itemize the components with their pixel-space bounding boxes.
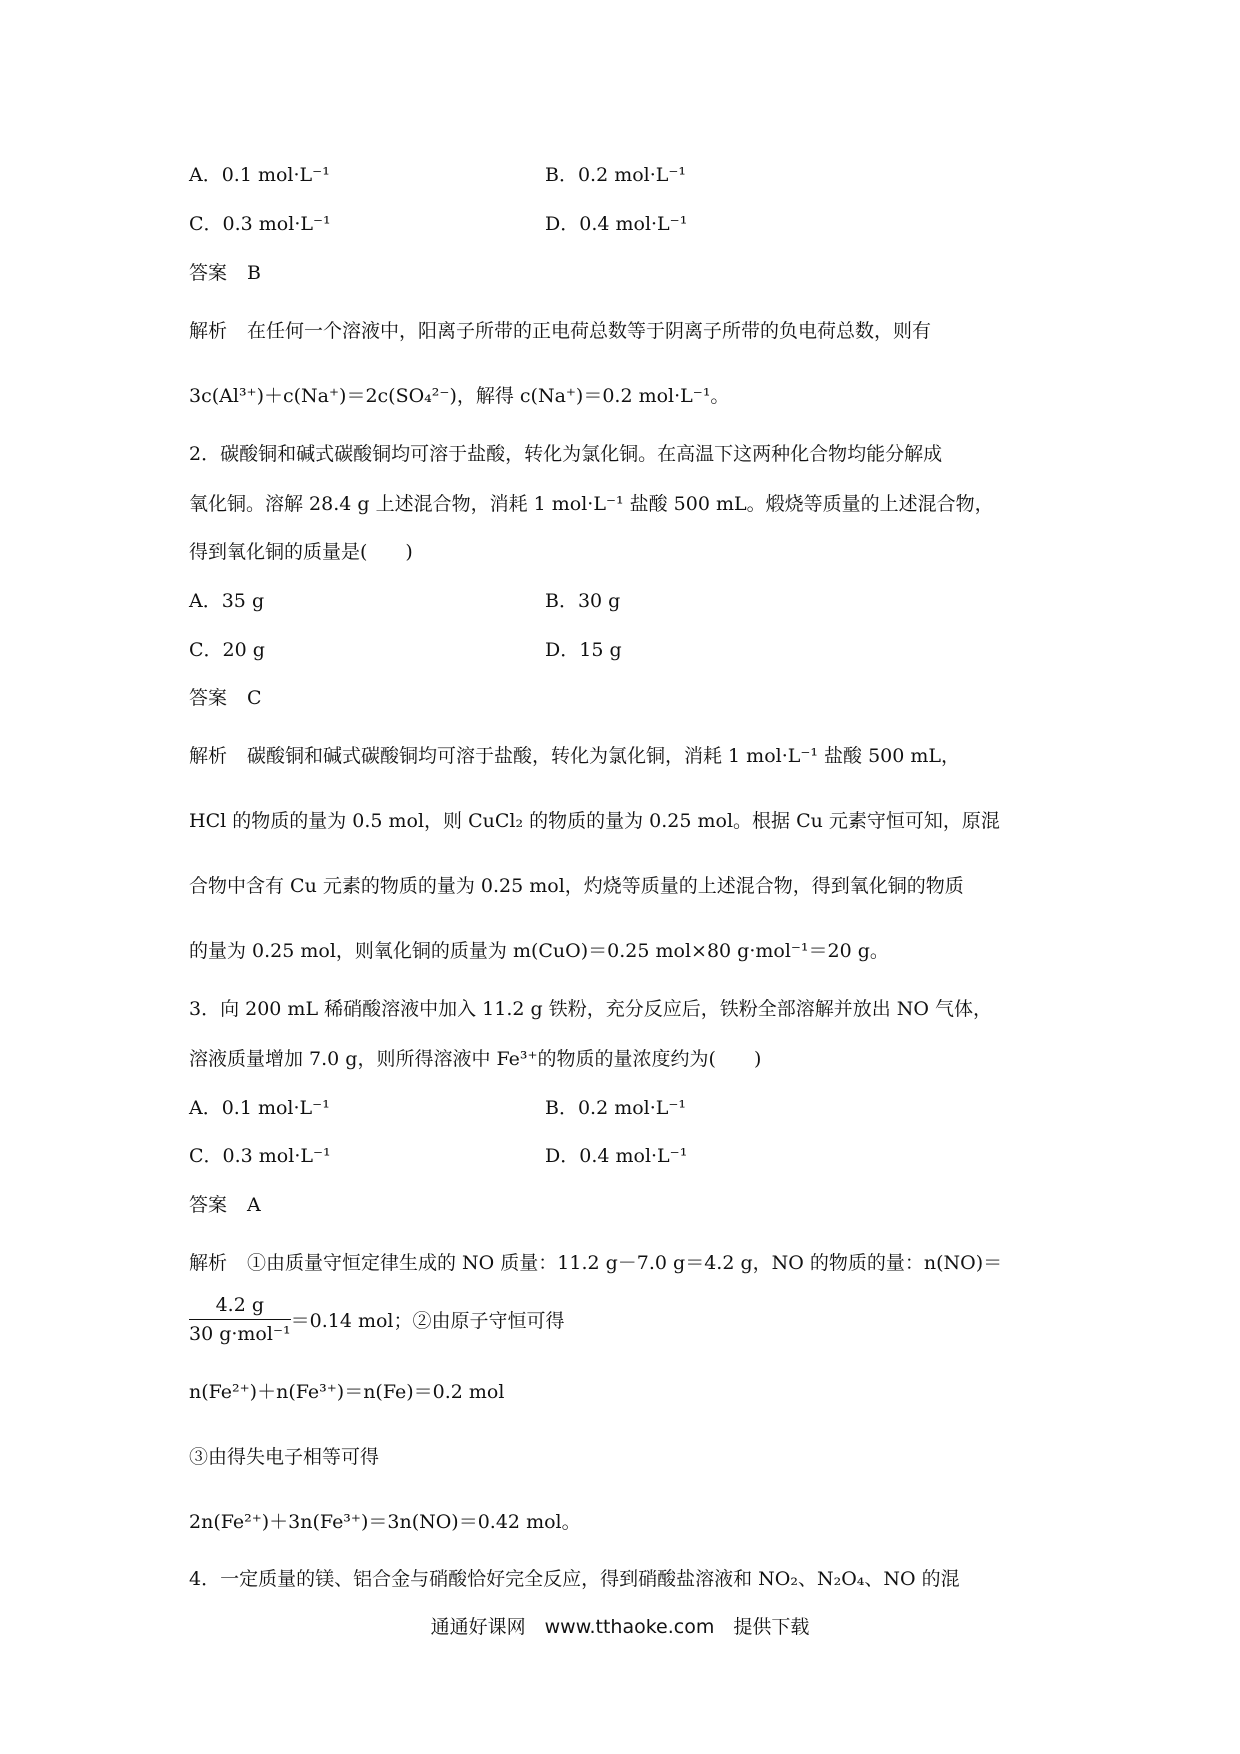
fraction	[189, 1293, 291, 1346]
q3-option-b: B．0.2 mol·L⁻¹	[545, 1097, 687, 1119]
q1-option-a: A．0.1 mol·L⁻¹	[189, 164, 330, 186]
q2-analysis-line1	[189, 742, 1060, 770]
q2-analysis-line4: 的量为 0.25 mol，则氧化铜的质量为 m(CuO)＝0.25 mol×80 g·mol⁻¹＝20 g。	[189, 940, 889, 962]
q3-analysis-line5: 2n(Fe²⁺)＋3n(Fe³⁺)＝3n(NO)＝0.42 mol。	[189, 1511, 581, 1533]
q3-analysis-line2	[189, 1293, 1060, 1346]
q3-analysis-line3: n(Fe²⁺)＋n(Fe³⁺)＝n(Fe)＝0.2 mol	[189, 1381, 505, 1403]
q2-stem-line2: 氧化铜。溶解 28.4 g 上述混合物，消耗 1 mol·L⁻¹ 盐酸 500 mL。煅烧等质量的上述混合物，	[189, 493, 994, 515]
analysis-label: 解析	[189, 1252, 228, 1274]
q1-option-b: B．0.2 mol·L⁻¹	[545, 164, 687, 186]
q2-analysis-line2: HCl 的物质的量为 0.5 mol，则 CuCl₂ 的物质的量为 0.25 mol。根据 Cu 元素守恒可知，原混	[189, 810, 1000, 832]
answer-label: 答案	[189, 262, 228, 284]
q3-stem-line1: 3．向 200 mL 稀硝酸溶液中加入 11.2 g 铁粉，充分反应后，铁粉全部溶解并放出 NO 气体，	[189, 998, 992, 1020]
q2-option-c: C．20 g	[189, 639, 265, 661]
q3-answer	[189, 1191, 1060, 1219]
q4-stem-line1: 4．一定质量的镁、铝合金与硝酸恰好完全反应，得到硝酸盐溶液和 NO₂、N₂O₄、NO 的混	[189, 1568, 960, 1590]
q2-answer	[189, 684, 1060, 712]
answer-value: A	[247, 1194, 261, 1216]
answer-label: 答案	[189, 687, 228, 709]
q2-analysis-line3: 合物中含有 Cu 元素的物质的量为 0.25 mol，灼烧等质量的上述混合物，得到氧化铜的物质	[189, 875, 964, 897]
fraction-denominator: 30 g·mol⁻¹	[189, 1323, 291, 1345]
analysis-text: ＝0.14 mol；②由原子守恒可得	[290, 1310, 565, 1332]
q3-analysis-line1	[189, 1249, 1060, 1277]
q3-analysis-line4: ③由得失电子相等可得	[189, 1446, 380, 1468]
q2-option-b: B．30 g	[545, 590, 621, 612]
analysis-label: 解析	[189, 320, 228, 342]
answer-label: 答案	[189, 1194, 228, 1216]
analysis-text: 在任何一个溶液中，阳离子所带的正电荷总数等于阴离子所带的负电荷总数，则有	[247, 320, 932, 342]
q1-answer	[189, 259, 1060, 287]
page-footer: 通通好课网 www.tthaoke.com 提供下载	[430, 1616, 810, 1638]
analysis-text: ①由质量守恒定律生成的 NO 质量：11.2 g－7.0 g＝4.2 g，NO 的物质的量：n(NO)＝	[247, 1252, 1003, 1274]
q1-analysis-equation: 3c(Al³⁺)＋c(Na⁺)＝2c(SO₄²⁻)，解得 c(Na⁺)＝0.2 mol·L⁻¹。	[189, 385, 730, 407]
q1-option-c: C．0.3 mol·L⁻¹	[189, 213, 331, 235]
q2-stem-line3: 得到氧化铜的质量是( )	[189, 541, 413, 563]
q3-stem-line2: 溶液质量增加 7.0 g，则所得溶液中 Fe³⁺的物质的量浓度约为( )	[189, 1048, 762, 1070]
q3-option-c: C．0.3 mol·L⁻¹	[189, 1145, 331, 1167]
q1-option-d: D．0.4 mol·L⁻¹	[545, 213, 688, 235]
answer-value: B	[247, 262, 261, 284]
q2-stem-line1: 2．碳酸铜和碱式碳酸铜均可溶于盐酸，转化为氯化铜。在高温下这两种化合物均能分解成	[189, 443, 943, 465]
q3-option-a: A．0.1 mol·L⁻¹	[189, 1097, 330, 1119]
q3-option-d: D．0.4 mol·L⁻¹	[545, 1145, 688, 1167]
q2-option-a: A．35 g	[189, 590, 265, 612]
answer-value: C	[247, 687, 262, 709]
q1-analysis	[189, 317, 1060, 345]
analysis-text: 碳酸铜和碱式碳酸铜均可溶于盐酸，转化为氯化铜，消耗 1 mol·L⁻¹ 盐酸 500 mL，	[247, 745, 961, 767]
analysis-label: 解析	[189, 745, 228, 767]
fraction-numerator: 4.2 g	[189, 1293, 291, 1320]
q2-option-d: D．15 g	[545, 639, 622, 661]
